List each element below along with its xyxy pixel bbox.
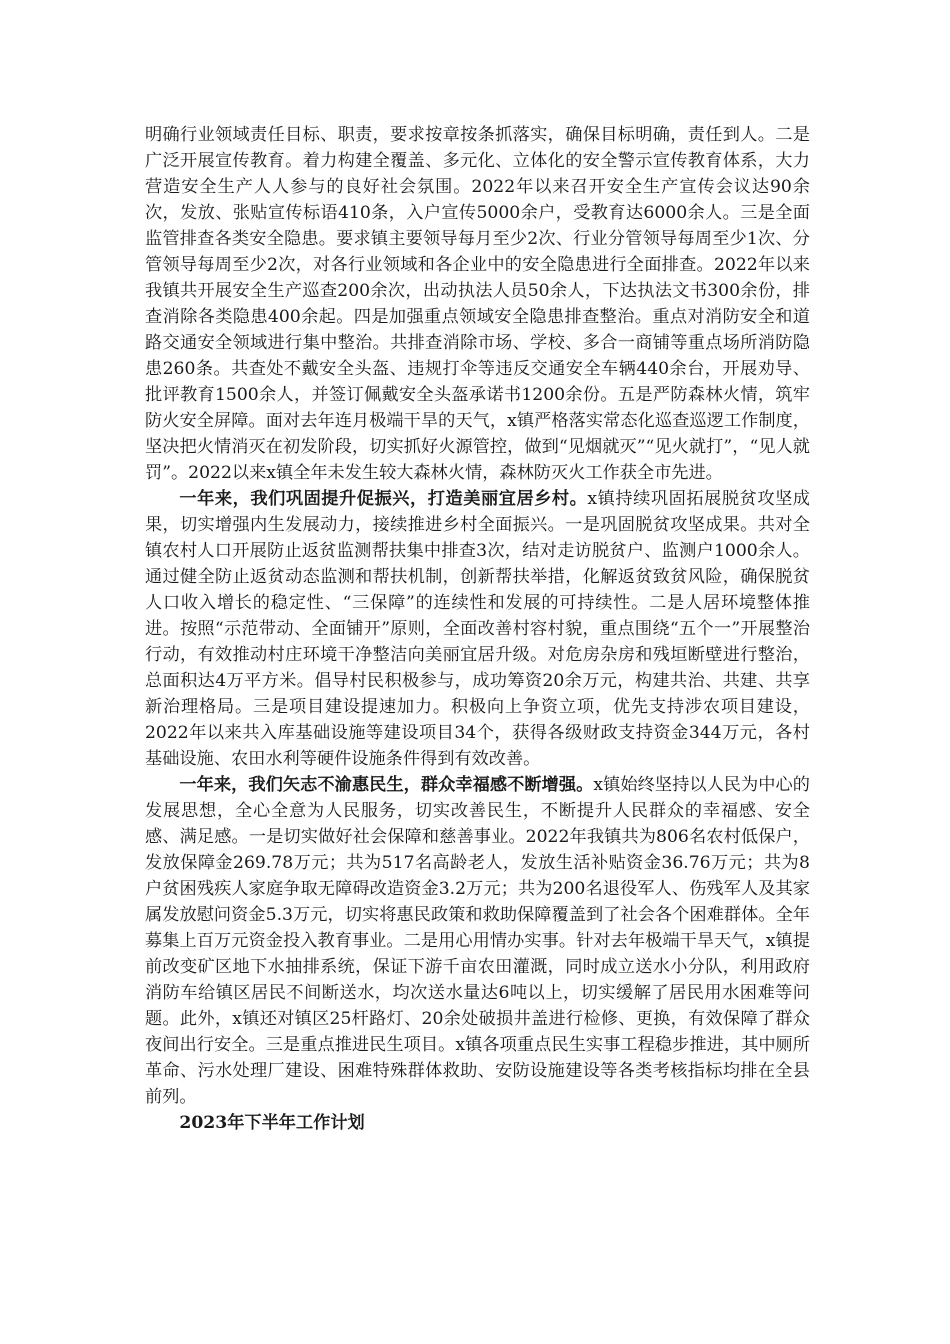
paragraph-rural-revitalization: [145, 486, 810, 772]
paragraph-livelihood: [145, 772, 810, 1110]
paragraph-safety: [145, 122, 810, 486]
paragraph-lead: 一年来，我们矢志不渝惠民生，群众幸福感不断增强。: [179, 775, 594, 795]
paragraph-text: 明确行业领域责任目标、职责，要求按章按条抓落实，确保目标明确，责任到人。二是广泛开展宣传教育。着力构建全覆盖、多元化、立体化的安全警示宣传教育体系，大力营造安全生产人人参与的良好社会氛围。2022年以来召开安全生产宣传会议达90余次，发放、张贴宣传标语410条，入户宣传5000余户，受教育达6000余人。三是全面监管排查各类安全隐患。要求镇主要领导每月至少2次、行业分管领导每周至少1次、分管领导每周至少2次，对各行业领域和各企业中的安全隐患进行全面排查。2022年以来我镇共开展安全生产巡查200余次，出动执法人员50余人，下达执法文书300余份，排查消除各类隐患400余起。四是加强重点领域安全隐患排查整治。重点对消防安全和道路交通安全领域进行集中整治。共排查消除市场、学校、多合一商铺等重点场所消防隐患260条。共查处不戴安全头盔、违规打伞等违反交通安全车辆440余台，开展劝导、批评教育1500余人，并签订佩戴安全头盔承诺书1200余份。五是严防森林火情，筑牢防火安全屏障。面对去年连月极端干旱的天气，x镇严格落实常态化巡查巡逻工作制度，坚决把火情消灭在初发阶段，切实抓好火源管控，做到“见烟就灭”“见火就打”，“见人就罚”。2022以来x镇全年未发生较大森林火情，森林防灭火工作获全市先进。: [145, 125, 810, 483]
document-page: [145, 122, 810, 1136]
paragraph-lead: 一年来，我们巩固提升促振兴，打造美丽宜居乡村。: [179, 489, 588, 509]
paragraph-text: x镇始终坚持以人民为中心的发展思想，全心全意为人民服务，切实改善民生，不断提升人民群众的幸福感、安全感、满足感。一是切实做好社会保障和慈善事业。2022年我镇共为806名农村低保户，发放保障金269.78万元；共为517名高龄老人，发放生活补贴资金36.76万元；共为8户贫困残疾人家庭争取无障碍改造资金3.2万元；共为200名退役军人、伤残军人及其家属发放慰问资金5.3万元，切实将惠民政策和救助保障覆盖到了社会各个困难群体。全年募集上百万元资金投入教育事业。二是用心用情办实事。针对去年极端干旱天气，x镇提前改变矿区地下水抽排系统，保证下游千亩农田灌溉，同时成立送水小分队，利用政府消防车给镇区居民不间断送水，均次送水量达6吨以上，切实缓解了居民用水困难等问题。此外，x镇还对镇区25杆路灯、20余处破损井盖进行检修、更换，有效保障了群众夜间出行安全。三是重点推进民生项目。x镇各项重点民生实事工程稳步推进，其中厕所革命、污水处理厂建设、困难特殊群体救助、安防设施建设等各类考核指标均排在全县前列。: [145, 775, 810, 1107]
section-heading: 2023年下半年工作计划: [179, 1113, 365, 1133]
paragraph-text: x镇持续巩固拓展脱贫攻坚成果，切实增强内生发展动力，接续推进乡村全面振兴。一是巩固脱贫攻坚成果。共对全镇农村人口开展防止返贫监测帮扶集中排查3次，结对走访脱贫户、监测户1000余人。通过健全防止返贫动态监测和帮扶机制，创新帮扶举措，化解返贫致贫风险，确保脱贫人口收入增长的稳定性、“三保障”的连续性和发展的可持续性。二是人居环境整体推进。按照“示范带动、全面铺开”原则，全面改善村容村貌，重点围绕“五个一”开展整治行动，有效推动村庄环境干净整洁向美丽宜居升级。对危房杂房和残垣断壁进行整治，总面积达4万平方米。倡导村民积极参与，成功筹资20余万元，构建共治、共建、共享新治理格局。三是项目建设提速加力。积极向上争资立项，优先支持涉农项目建设，2022年以来共入库基础设施等建设项目34个，获得各级财政支持资金344万元，各村基础设施、农田水利等硬件设施条件得到有效改善。: [145, 489, 810, 769]
